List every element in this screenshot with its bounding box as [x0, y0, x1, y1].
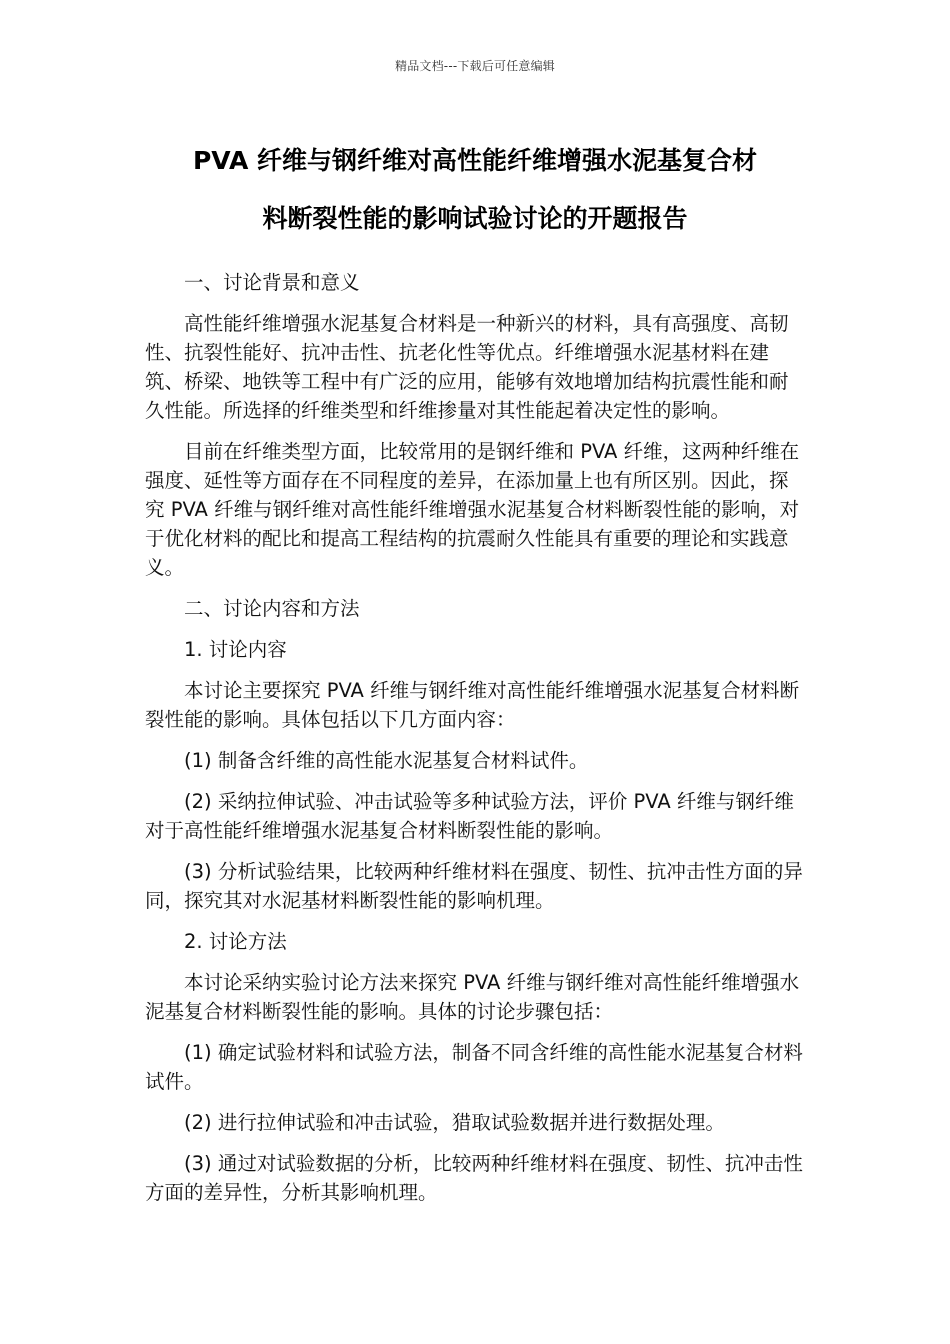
paragraph-content-intro: 本讨论主要探究 PVA 纤维与钢纤维对高性能纤维增强水泥基复合材料断裂性能的影响。具体包括以下几方面内容： — [145, 679, 800, 731]
list-item-methods-2: (2) 进行拉伸试验和冲击试验，猎取试验数据并进行数据处理。 — [184, 1111, 725, 1134]
list-item-content-3: (3) 分析试验结果，比较两种纤维材料在强度、韧性、抗冲击性方面的异同，探究其对水泥基材料断裂性能的影响机理。 — [145, 860, 803, 912]
section-heading-content-methods: 二、讨论内容和方法 — [184, 597, 360, 620]
list-item-content-2: (2) 采纳拉伸试验、冲击试验等多种试验方法，评价 PVA 纤维与钢纤维对于高性能纤维增强水泥基复合材料断裂性能的影响。 — [145, 790, 794, 842]
subheading-content: 1. 讨论内容 — [184, 638, 287, 661]
page-header-note: 精品文档---下载后可任意编辑 — [395, 59, 555, 73]
subheading-methods: 2. 讨论方法 — [184, 930, 287, 953]
section-heading-background: 一、讨论背景和意义 — [184, 271, 360, 294]
title-line-1: PVA 纤维与钢纤维对高性能纤维增强水泥基复合材 — [192, 146, 758, 175]
paragraph-background-1: 高性能纤维增强水泥基复合材料是一种新兴的材料，具有高强度、高韧性、抗裂性能好、抗冲击性、抗老化性等优点。纤维增强水泥基材料在建筑、桥梁、地铁等工程中有广泛的应用，能够有效地增加结构抗震性能和耐久性能。所选择的纤维类型和纤维掺量对其性能起着决定性的影响。 — [145, 312, 789, 422]
list-item-content-1: (1) 制备含纤维的高性能水泥基复合材料试件。 — [184, 749, 589, 772]
list-item-methods-1: (1) 确定试验材料和试验方法，制备不同含纤维的高性能水泥基复合材料试件。 — [145, 1041, 803, 1093]
paragraph-methods-intro: 本讨论采纳实验讨论方法来探究 PVA 纤维与钢纤维对高性能纤维增强水泥基复合材料断裂性能的影响。具体的讨论步骤包括： — [145, 971, 800, 1023]
paragraph-background-2: 目前在纤维类型方面，比较常用的是钢纤维和 PVA 纤维，这两种纤维在强度、延性等方面存在不同程度的差异，在添加量上也有所区别。因此，探究 PVA 纤维与钢纤维对高性能纤维增强水泥基复合材料断裂性能的影响，对于优化材料的配比和提高工程结构的抗震耐久性能具有重要的理论和实践意义。 — [145, 440, 800, 579]
document-title — [145, 132, 805, 248]
title-line-2: 料断裂性能的影响试验讨论的开题报告 — [262, 204, 688, 233]
document-body — [145, 268, 807, 1219]
list-item-methods-3: (3) 通过对试验数据的分析，比较两种纤维材料在强度、韧性、抗冲击性方面的差异性，分析其影响机理。 — [145, 1152, 803, 1204]
